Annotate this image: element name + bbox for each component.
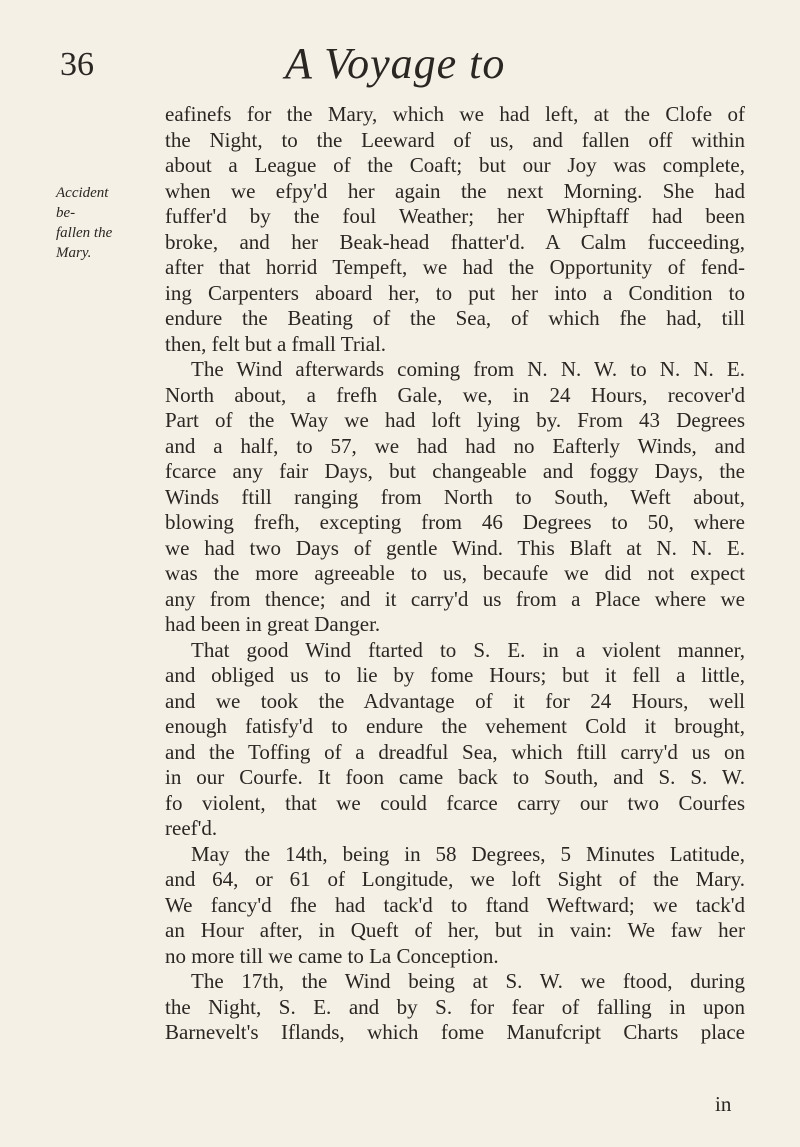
text-line: Winds ftill ranging from North to South, Weft about, xyxy=(165,484,745,509)
text-line: Barnevelt's Iflands, which fome Manufcript Charts place xyxy=(165,1020,745,1044)
text-line: was the more agreeable to us, becaufe we did not expect xyxy=(165,561,745,585)
text-line: North about, a frefh Gale, we, in 24 Hours, recover'd xyxy=(165,382,745,407)
catchword: in xyxy=(715,1092,732,1116)
text-line: and obliged us to lie by fome Hours; but it fell a little, xyxy=(165,663,745,687)
text-line: any from thence; and it carry'd us from a Place where we xyxy=(165,586,745,611)
text-line: May the 14th, being in 58 Degrees, 5 Minutes Latitude, xyxy=(191,841,745,866)
text-line: then, felt but a fmall Trial. xyxy=(165,331,387,356)
text-line: and we took the Advantage of it for 24 Hours, well xyxy=(165,688,745,713)
text-line: eafinefs for the Mary, which we had left, at the Clofe of xyxy=(165,102,745,126)
text-line: and the Toffing of a dreadful Sea, which ftill carry'd us on xyxy=(165,739,745,764)
margin-note-line: Mary. xyxy=(56,245,92,261)
page-number: 36 xyxy=(60,46,94,83)
text-line: broke, and her Beak-head fhatter'd. A Calm fucceeding, xyxy=(165,229,745,254)
text-line: in our Courfe. It foon came back to South, and S. S. W. xyxy=(165,765,745,789)
text-line: That good Wind ftarted to S. E. in a violent manner, xyxy=(191,637,745,662)
text-line: reef'd. xyxy=(165,816,218,840)
text-line: blowing frefh, excepting from 46 Degrees to 50, where xyxy=(165,510,745,534)
text-line: Part of the Way we had loft lying by. From 43 Degrees xyxy=(165,408,745,432)
text-line: The 17th, the Wind being at S. W. we ftood, during xyxy=(191,969,745,993)
text-line: we had two Days of gentle Wind. This Blaft at N. N. E. xyxy=(165,535,745,560)
text-line: We fancy'd fhe had tack'd to ftand Weftward; we tack'd xyxy=(165,892,745,917)
text-line: an Hour after, in Queft of her, but in vain: We faw her xyxy=(165,918,745,942)
text-line: about a League of the Coaft; but our Joy was complete, xyxy=(165,153,745,177)
margin-note-line: Accident be- xyxy=(56,185,109,221)
text-line: and a half, to 57, we had had no Eafterly Winds, and xyxy=(165,433,745,458)
text-line: fuffer'd by the foul Weather; her Whipftaff had been xyxy=(165,204,745,228)
text-line: fo violent, that we could fcarce carry our two Courfes xyxy=(165,790,745,815)
text-line: enough fatisfy'd to endure the vehement Cold it brought, xyxy=(165,714,745,738)
text-line: fcarce any fair Days, but changeable and foggy Days, the xyxy=(165,459,745,483)
text-line: ing Carpenters aboard her, to put her into a Condition to xyxy=(165,280,745,305)
text-line: endure the Beating of the Sea, of which fhe had, till xyxy=(165,306,745,330)
margin-note-line: fallen the xyxy=(56,225,113,241)
text-line: after that horrid Tempeft, we had the Opportunity of fend- xyxy=(165,255,745,279)
text-line: had been in great Danger. xyxy=(165,612,381,636)
text-line: the Night, to the Leeward of us, and fallen off within xyxy=(165,127,745,152)
margin-note xyxy=(56,183,126,263)
text-line: the Night, S. E. and by S. for fear of falling in upon xyxy=(165,994,745,1019)
text-line: The Wind afterwards coming from N. N. W. to N. N. E. xyxy=(191,357,745,381)
body-text xyxy=(165,102,745,1046)
text-line: when we efpy'd her again the next Morning. She had xyxy=(165,178,745,203)
running-head: A Voyage to xyxy=(285,39,506,88)
text-line: no more till we came to La Conception. xyxy=(165,943,499,968)
text-line: and 64, or 61 of Longitude, we loft Sight of the Mary. xyxy=(165,867,745,891)
